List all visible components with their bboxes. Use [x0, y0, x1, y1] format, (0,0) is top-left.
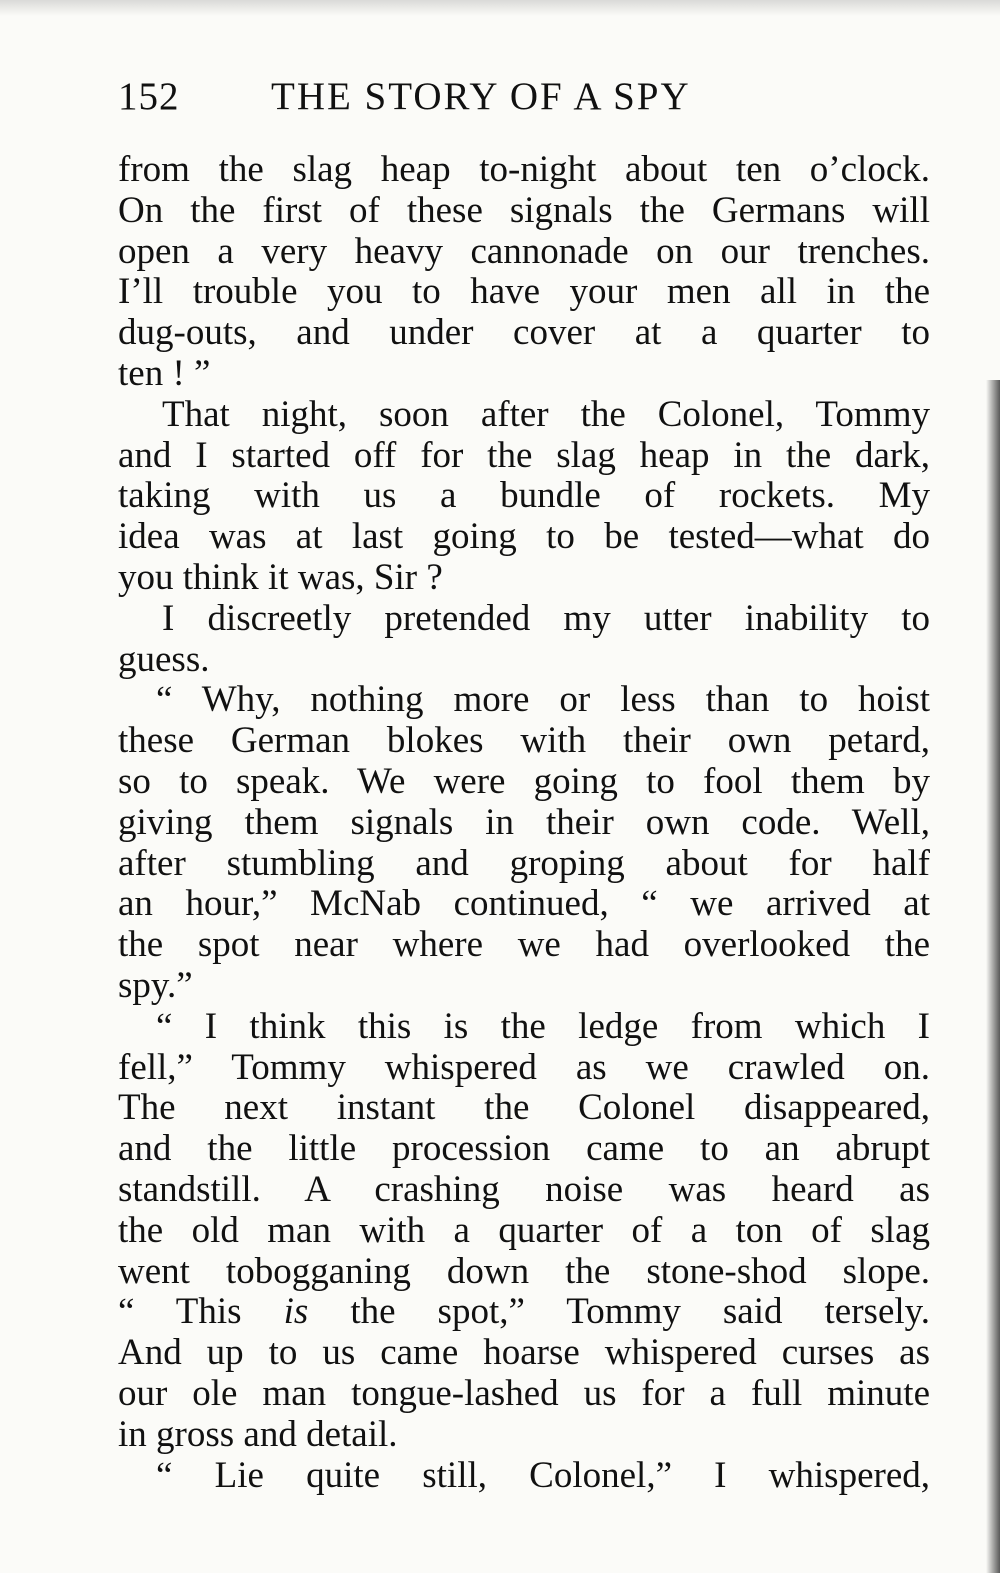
text-line: taking with us a bundle of rockets. My	[118, 475, 930, 517]
text-line: these German blokes with their own petard,	[118, 720, 930, 762]
running-head: THE STORY OF A SPY	[271, 75, 691, 118]
page-top-shadow	[0, 0, 1000, 16]
text-line: ten ! ”	[118, 352, 211, 394]
text-line: our ole man tongue-lashed us for a full minute	[118, 1372, 930, 1414]
text-line: in gross and detail.	[118, 1413, 398, 1455]
text-line: “ This is the spot,” Tommy said tersely.	[118, 1291, 930, 1333]
text-line: I’ll trouble you to have your men all in the	[118, 271, 930, 313]
text-line: open a very heavy cannonade on our trenches.	[118, 230, 930, 272]
text-line: after stumbling and groping about for half	[118, 842, 930, 884]
text-line: the old man with a quarter of a ton of slag	[118, 1209, 930, 1251]
text-line: “ Why, nothing more or less than to hoist	[156, 679, 930, 721]
text-line: “ I think this is the ledge from which I	[156, 1005, 930, 1047]
body-text	[118, 150, 930, 1496]
text-line: and the little procession came to an abrupt	[118, 1128, 930, 1170]
text-line: I discreetly pretended my utter inability to	[162, 597, 930, 639]
page-number: 152	[118, 75, 180, 118]
text-line: so to speak. We were going to fool them by	[118, 760, 930, 802]
text-line: idea was at last going to be tested—what do	[118, 516, 930, 558]
text-line: guess.	[118, 638, 210, 680]
text-line: giving them signals in their own code. Well,	[118, 801, 930, 843]
text-line: fell,” Tommy whispered as we crawled on.	[118, 1046, 930, 1088]
text-line: That night, soon after the Colonel, Tommy	[162, 393, 930, 435]
text-line: standstill. A crashing noise was heard as	[118, 1168, 930, 1210]
page-header	[118, 70, 938, 130]
text-line: an hour,” McNab continued, “ we arrived at	[118, 883, 930, 925]
text-line: the spot near where we had overlooked the	[118, 924, 930, 966]
text-line: dug-outs, and under cover at a quarter to	[118, 312, 930, 354]
text-line: spy.”	[118, 964, 193, 1006]
text-line: On the first of these signals the Germans will	[118, 189, 930, 231]
page-edge-shadow	[986, 380, 1000, 1573]
text-line: “ Lie quite still, Colonel,” I whispered,	[156, 1454, 930, 1496]
emphasis: is	[283, 1291, 309, 1333]
text-line: went tobogganing down the stone-shod slope.	[118, 1250, 930, 1292]
text-line: and I started off for the slag heap in the dark,	[118, 434, 930, 476]
text-line: And up to us came hoarse whispered curses as	[118, 1332, 930, 1374]
text-line: from the slag heap to-night about ten o’clock.	[118, 149, 930, 190]
text-line: you think it was, Sir ?	[118, 556, 443, 598]
text-line: The next instant the Colonel disappeared,	[118, 1087, 930, 1129]
